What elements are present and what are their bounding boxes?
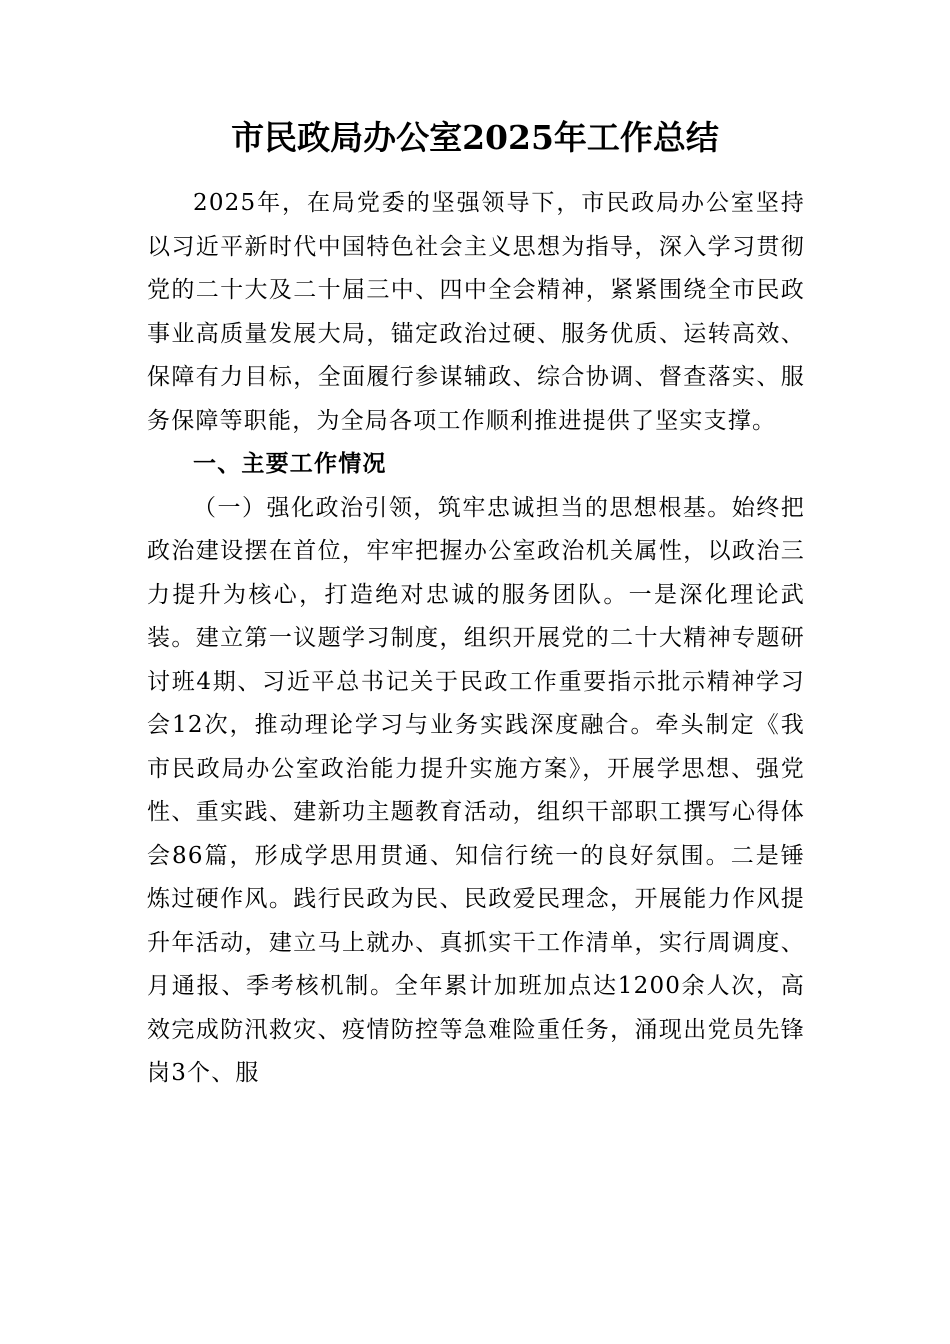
- subsection-paragraph: [147, 487, 805, 1096]
- subsection-lead: （一）强化政治引领，筑牢忠诚担当的思想根基。: [193, 494, 732, 521]
- subsection-body: 始终把政治建设摆在首位，牢牢把握办公室政治机关属性，以政治三力提升为核心，打造绝对忠诚的服务团队。一是深化理论武装。建立第一议题学习制度，组织开展党的二十大精神专题研讨班4期、习近平总书记关于民政工作重要指示批示精神学习会12次，推动理论学习与业务实践深度融合。牵头制定《我市民政局办公室政治能力提升实施方案》，开展学思想、强党性、重实践、建新功主题教育活动，组织干部职工撰写心得体会86篇，形成学思用贯通、知信行统一的良好氛围。二是锤炼过硬作风。践行民政为民、民政爱民理念，开展能力作风提升年活动，建立马上就办、真抓实干工作清单，实行周调度、月通报、季考核机制。全年累计加班加点达1200余人次，高效完成防汛救灾、疫情防控等急难险重任务，涌现出党员先锋岗3个、服: [147, 494, 805, 1086]
- intro-paragraph: 2025年，在局党委的坚强领导下，市民政局办公室坚持以习近平新时代中国特色社会主义思想为指导，深入学习贯彻党的二十大及二十届三中、四中全会精神，紧紧围绕全市民政事业高质量发展大局，锚定政治过硬、服务优质、运转高效、保障有力目标，全面履行参谋辅政、综合协调、督查落实、服务保障等职能，为全局各项工作顺利推进提供了坚实支撑。: [147, 190, 805, 434]
- document-title: 市民政局办公室2025年工作总结: [231, 118, 719, 157]
- document-body: [147, 182, 805, 1096]
- section-heading: 一、主要工作情况: [193, 451, 387, 477]
